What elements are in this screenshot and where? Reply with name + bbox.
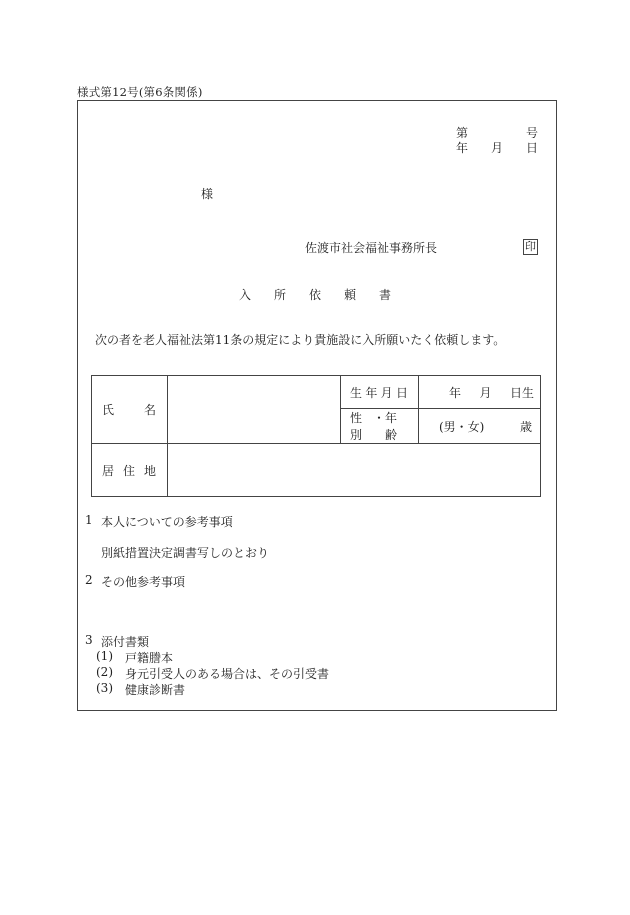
birthdate-label-cell: 生 年 月 日 (341, 376, 419, 409)
name-value-cell (168, 376, 341, 444)
seal-mark: 印 (525, 240, 536, 253)
request-body-text: 次の者を老人福祉法第11条の規定により貴施設に入所願いたく依頼します。 (95, 333, 506, 347)
attachment-item-2-text: 身元引受人のある場合は、その引受書 (125, 667, 330, 681)
sex-age-label-cell: 性別 ・ 年齢 (341, 409, 419, 444)
address-label-cell: 居 住 地 (92, 444, 168, 497)
section-2-title: その他参考事項 (101, 575, 186, 589)
section-1-title: 本人についての参考事項 (101, 515, 233, 529)
section-1-number: 1 (85, 513, 93, 527)
section-1-body: 別紙措置決定調書写しのとおり (101, 546, 270, 560)
document-date-line: 年 月 日 (456, 141, 538, 155)
section-3-title: 添付書類 (101, 635, 150, 649)
section-2-number: 2 (85, 573, 93, 587)
birthdate-value-cell: 年 月 日生 (419, 376, 541, 409)
name-label-cell: 氏 名 (92, 376, 168, 444)
sex-age-value-cell: (男・女) 歳 (419, 409, 541, 444)
form-number-label: 様式第12号(第6条関係) (77, 85, 203, 99)
attachment-item-3-text: 健康診断書 (125, 683, 186, 697)
attachment-item-1-number: (1) (96, 649, 113, 663)
attachment-item-3-number: (3) (96, 681, 113, 695)
document-title: 入 所 依 頼 書 (239, 288, 391, 302)
section-3-number: 3 (85, 633, 93, 647)
sender-name: 佐渡市社会福祉事務所長 (305, 241, 438, 255)
addressee-suffix: 様 (201, 187, 214, 201)
attachment-item-1-text: 戸籍謄本 (125, 651, 174, 665)
document-number-line: 第 号 (456, 126, 538, 140)
address-value-cell (168, 444, 541, 497)
attachment-item-2-number: (2) (96, 665, 113, 679)
applicant-info-table (91, 375, 541, 497)
